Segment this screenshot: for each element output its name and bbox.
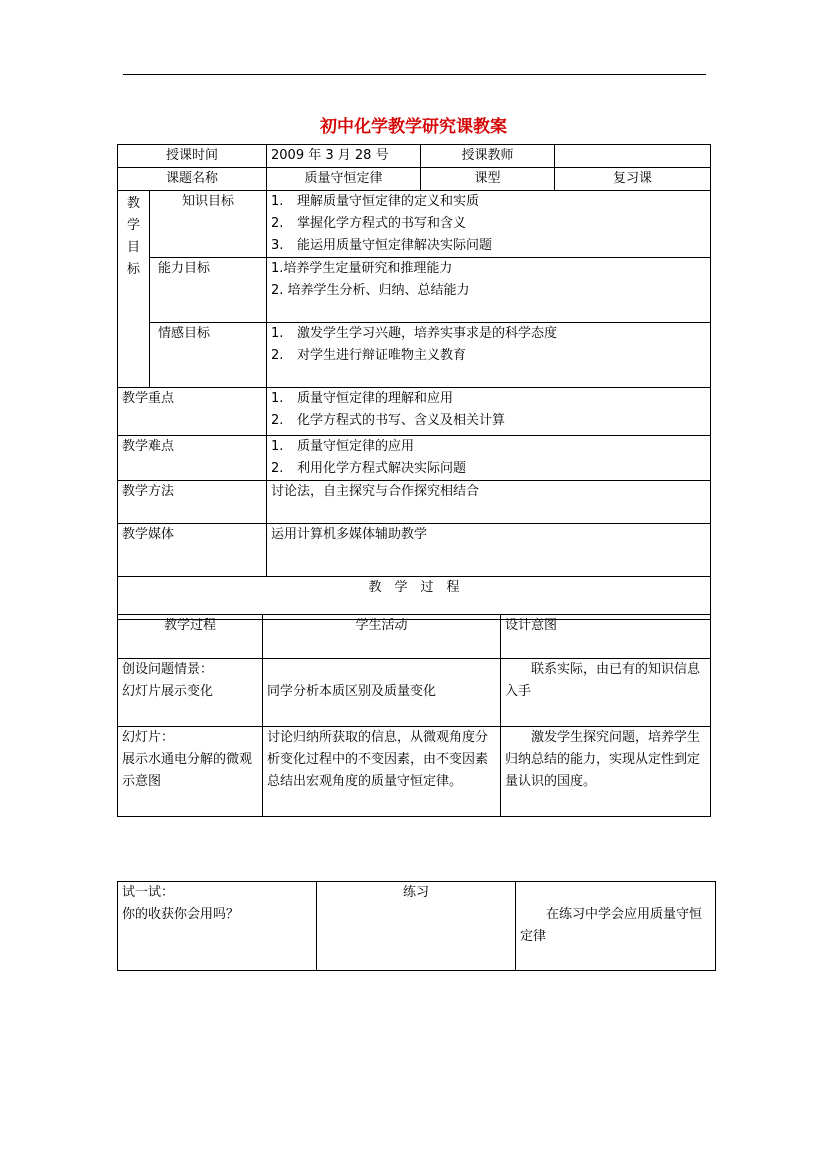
process-heading: 教 学 过 程 bbox=[118, 577, 711, 620]
list-item: 1.培养学生定量研究和推理能力 bbox=[271, 261, 453, 276]
intent-cell: 激发学生探究问题，培养学生归纳总结的能力，实现从定性到定量认识的国度。 bbox=[501, 727, 711, 817]
difficulties-label: 教学难点 bbox=[118, 436, 267, 481]
method-value: 讨论法，自主探究与合作探究相结合 bbox=[267, 481, 711, 524]
media-label: 教学媒体 bbox=[118, 524, 267, 577]
list-item: 2. 掌握化学方程式的书写和含义 bbox=[271, 216, 467, 231]
process-cell: 创设问题情景： 幻灯片展示变化 bbox=[118, 659, 263, 727]
goals-label-char: 教 bbox=[126, 196, 140, 211]
difficulties-list bbox=[267, 436, 711, 481]
topic-label: 课题名称 bbox=[118, 168, 267, 191]
list-item: 2. 培养学生分析、归纳、总结能力 bbox=[271, 283, 470, 298]
list-item: 2. 对学生进行辩证唯物主义教育 bbox=[271, 348, 467, 363]
knowledge-goal-list bbox=[267, 191, 711, 258]
list-item: 1. 理解质量守恒定律的定义和实质 bbox=[271, 194, 480, 209]
activity-cell: 讨论归纳所获取的信息，从微观角度分析变化过程中的不变因素，由不变因素总结出宏观角度的质量守恒定律。 bbox=[263, 727, 501, 817]
col-header-process: 教学过程 bbox=[118, 615, 263, 659]
time-label: 授课时间 bbox=[118, 145, 267, 168]
media-value: 运用计算机多媒体辅助教学 bbox=[267, 524, 711, 577]
practice-prompt-cell: 试一试： 你的收获你会用吗？ bbox=[118, 882, 317, 971]
type-label: 课型 bbox=[421, 168, 555, 191]
ability-goal-list bbox=[267, 258, 711, 323]
intent-cell: 联系实际，由已有的知识信息入手 bbox=[501, 659, 711, 727]
ability-goal-label: 能力目标 bbox=[150, 258, 267, 323]
list-item: 3. 能运用质量守恒定律解决实际问题 bbox=[271, 238, 493, 253]
list-item: 1. 激发学生学习兴趣，培养实事求是的科学态度 bbox=[271, 326, 558, 341]
type-value: 复习课 bbox=[555, 168, 711, 191]
header-rule bbox=[123, 74, 706, 75]
teacher-label: 授课教师 bbox=[421, 145, 555, 168]
knowledge-goal-label: 知识目标 bbox=[150, 191, 267, 258]
lesson-plan-table bbox=[117, 144, 711, 620]
list-item: 2. 化学方程式的书写、含义及相关计算 bbox=[271, 413, 506, 428]
list-item: 2. 利用化学方程式解决实际问题 bbox=[271, 461, 467, 476]
topic-value: 质量守恒定律 bbox=[267, 168, 421, 191]
process-cell: 幻灯片： 展示水通电分解的微观示意图 bbox=[118, 727, 263, 817]
practice-intent-cell: 在练习中学会应用质量守恒定律 bbox=[516, 882, 716, 971]
page-title: 初中化学教学研究课教案 bbox=[320, 117, 507, 137]
emotion-goal-list bbox=[267, 323, 711, 388]
goals-label-char: 目 bbox=[126, 240, 140, 255]
list-item: 1. 质量守恒定律的应用 bbox=[271, 439, 415, 454]
col-header-activity: 学生活动 bbox=[263, 615, 501, 659]
teacher-value bbox=[555, 145, 711, 168]
goals-label-char: 标 bbox=[126, 262, 140, 277]
emotion-goal-label: 情感目标 bbox=[150, 323, 267, 388]
key-points-list bbox=[267, 388, 711, 436]
practice-table bbox=[117, 881, 716, 971]
activity-cell: 同学分析本质区别及质量变化 bbox=[263, 659, 501, 727]
method-label: 教学方法 bbox=[118, 481, 267, 524]
goals-label-char: 学 bbox=[126, 218, 140, 233]
goals-label bbox=[118, 191, 150, 388]
practice-activity-cell: 练习 bbox=[317, 882, 516, 971]
time-value: 2009 年 3 月 28 号 bbox=[267, 145, 421, 168]
key-points-label: 教学重点 bbox=[118, 388, 267, 436]
col-header-intent: 设计意图 bbox=[501, 615, 711, 659]
list-item: 1. 质量守恒定律的理解和应用 bbox=[271, 391, 454, 406]
process-table bbox=[117, 614, 711, 817]
